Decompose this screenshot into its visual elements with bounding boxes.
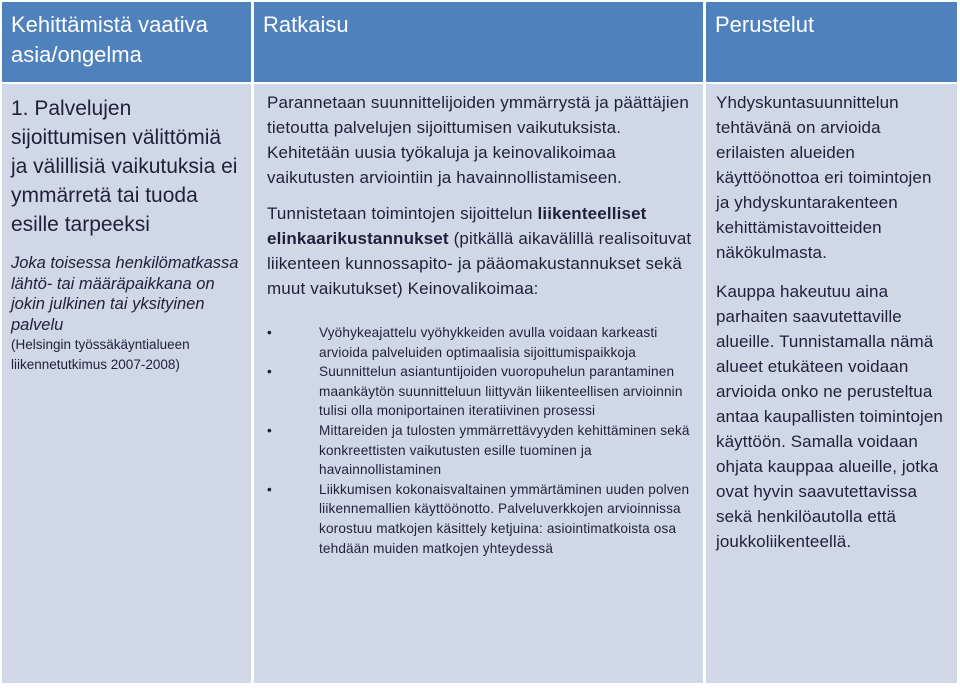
solution-p2-lead: Tunnistetaan toimintojen sijoittelun [267, 204, 538, 223]
solution-paragraph-1: Parannetaan suunnittelijoiden ymmärrystä ja päättäjien tietoutta palvelujen sijoittumisen vaikutuksista. Kehitetään uusia työkaluja ja keinovalikoimaa vaikutusten arviointiin ja havainnollistamiseen. [267, 93, 690, 187]
solution-cell [254, 84, 703, 683]
problem-cell [2, 84, 251, 683]
solution-p2-bold: liikenteelliset elinkaarikustannukset [267, 204, 647, 248]
problem-title: 1. Palvelujen sijoittumisen välittömiä ja välillisiä vaikutuksia ei ymmärretä tai tuoda esille tarpeeksi [11, 97, 238, 236]
problem-note: Joka toisessa henkilömatkassa lähtö- tai määräpaikkana on jokin julkinen tai yksityinen palvelu [11, 254, 239, 334]
solution-p2-rest: (pitkällä aikavälillä realisoituvat liikenteen kunnossapito- ja pääomakustannukset sekä muut vaikutukset) Keinovalikoimaa: [267, 229, 692, 298]
list-item: • Mittareiden ja tulosten ymmärrettävyyden kehittäminen sekä konkreettisten vaikutusten esille tuominen ja havainnollistaminen [267, 421, 695, 480]
header-solution: Ratkaisu [254, 2, 703, 82]
rationale-paragraph-1: Yhdyskuntasuunnittelun tehtävänä on arvioida erilaisten alueiden käyttöönottoa eri toimintojen ja yhdyskuntarakenteen kehittämistavoitteiden näkökulmasta. [716, 93, 932, 262]
header-rationale: Perustelut [706, 2, 957, 82]
rationale-cell [706, 84, 957, 683]
solution-paragraph-2 [267, 201, 695, 301]
problem-source: (Helsingin työssäkäyntialueen liikennetutkimus 2007-2008) [11, 337, 190, 372]
rationale-paragraph-2: Kauppa hakeutuu aina parhaiten saavutettaville alueille. Tunnistamalla nämä alueet etukäteen voidaan arvioida onko ne perusteltua antaa kaupallisten toimintojen käyttöön. Samalla voidaan ohjata kauppaa alueille, jotka ovat hyvin saavutettavissa sekä henkilöautolla että joukkoliikenteellä. [716, 282, 943, 551]
list-item: • Vyöhykeajattelu vyöhykkeiden avulla voidaan karkeasti arvioida palveluiden optimaalisia sijoittumispaikkoja [267, 323, 695, 362]
list-item: • Suunnittelun asiantuntijoiden vuoropuhelun parantaminen maankäytön suunnitteluun liittyvän liikenteellisen arvioinnin tulisi olla moniportainen iteratiivinen prosessi [267, 362, 695, 421]
table [2, 2, 957, 683]
list-item: • Liikkumisen kokonaisvaltainen ymmärtäminen uuden polven liikennemallien käyttöönotto. Palveluverkkojen arvioinnissa korostuu matkojen käsittely ketjuina: asiointimatkoista osa tehdään muiden matkojen yhteydessä [267, 480, 695, 558]
solution-bullet-list [267, 323, 695, 558]
header-problem: Kehittämistä vaativa asia/ongelma [2, 2, 251, 82]
